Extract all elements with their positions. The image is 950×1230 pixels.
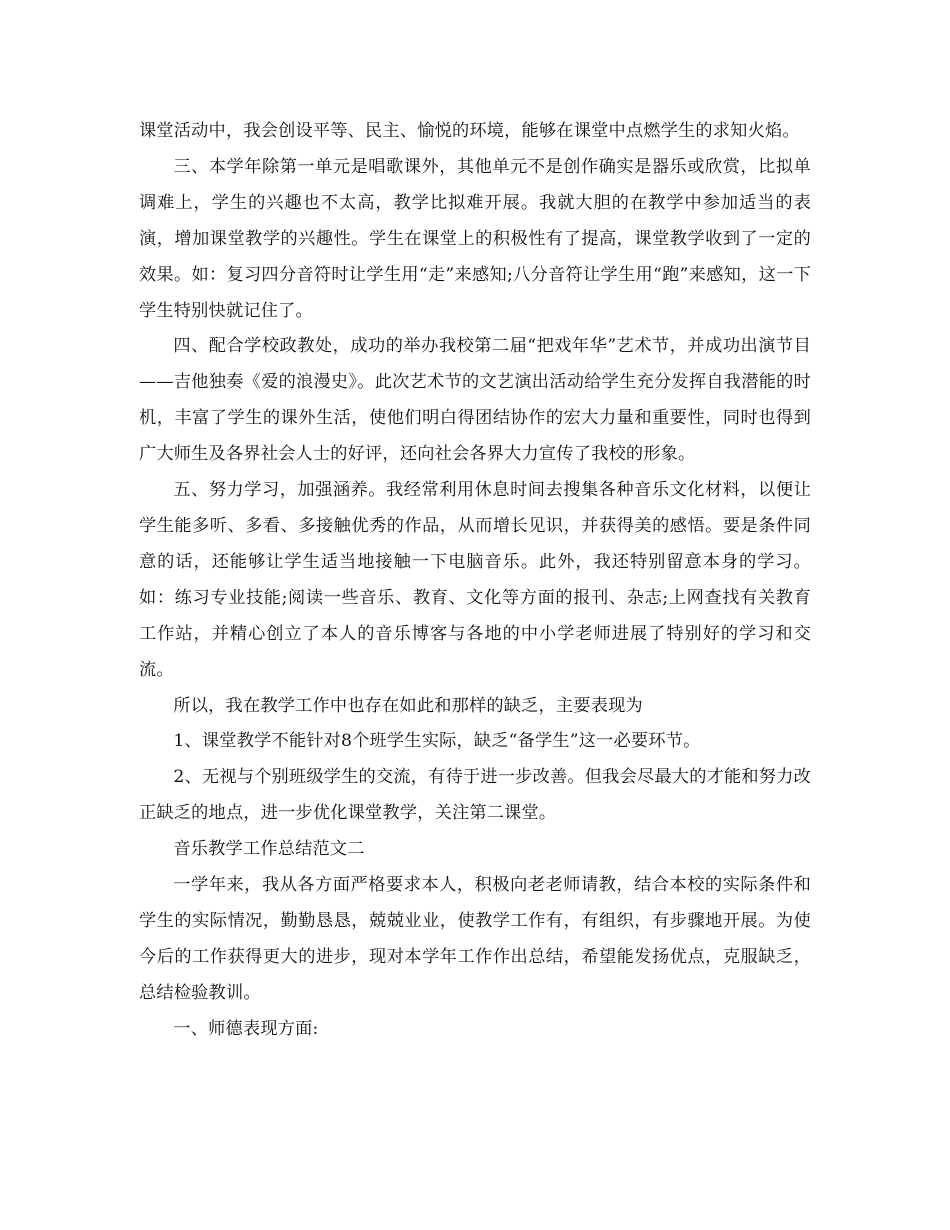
paragraph-shortcomings-intro: 所以，我在教学工作中也存在如此和那样的缺乏，主要表现为	[173, 695, 643, 716]
paragraph-section-three: 三、本学年除第一单元是唱歌课外，其他单元不是创作确实是器乐或欣赏，比拟单调难上，学生的兴趣也不太高，教学比拟难开展。我就大胆的在教学中参加适当的表演，增加课堂教学的兴趣性。学生在课堂上的积极性有了提高，课堂教学收到了一定的效果。如：复习四分音符时让学生用“走”来感知;八分音符让学生用“跑”来感知，这一下学生特别快就记住了。	[139, 156, 811, 321]
paragraph-teacher-ethics-heading: 一、师德表现方面:	[173, 1018, 319, 1039]
paragraph-shortcoming-two: 2、无视与个别班级学生的交流，有待于进一步改善。但我会尽最大的才能和努力改正缺乏的地点，进一步优化课堂教学，关注第二课堂。	[139, 767, 811, 824]
document-page	[139, 114, 811, 1048]
paragraph-section-four: 四、配合学校政教处，成功的举办我校第二届“把戏年华”艺术节，并成功出演节目——吉他独奏《爱的浪漫史》。此次艺术节的文艺演出活动给学生充分发挥自我潜能的时机，丰富了学生的课外生活，使他们明白得团结协作的宏大力量和重要性，同时也得到广大师生及各界社会人士的好评，还向社会各界大力宣传了我校的形象。	[139, 336, 811, 465]
paragraph-section-five: 五、努力学习，加强涵养。我经常利用休息时间去搜集各种音乐文化材料，以便让学生能多听、多看、多接触优秀的作品，从而增长见识，并获得美的感悟。要是条件同意的话，还能够让学生适当地接触一下电脑音乐。此外，我还特别留意本身的学习。如：练习专业技能;阅读一些音乐、教育、文化等方面的报刊、杂志;上网查找有关教育工作站，并精心创立了本人的音乐博客与各地的中小学老师进展了特别好的学习和交流。	[139, 480, 811, 680]
section-heading-sample-two: 音乐教学工作总结范文二	[173, 839, 365, 860]
paragraph-continuation: 课堂活动中，我会创设平等、民主、愉悦的环境，能够在课堂中点燃学生的求知火焰。	[139, 121, 800, 141]
paragraph-shortcoming-one: 1、课堂教学不能针对8个班学生实际，缺乏“备学生”这一必要环节。	[173, 731, 701, 752]
paragraph-sample-two-intro: 一学年来，我从各方面严格要求本人，积极向老老师请教，结合本校的实际条件和学生的实际情况，勤勤恳恳，兢兢业业，使教学工作有，有组织，有步骤地开展。为使今后的工作获得更大的进步，现对本学年工作作出总结，希望能发扬优点，克服缺乏，总结检验教训。	[139, 875, 811, 1003]
